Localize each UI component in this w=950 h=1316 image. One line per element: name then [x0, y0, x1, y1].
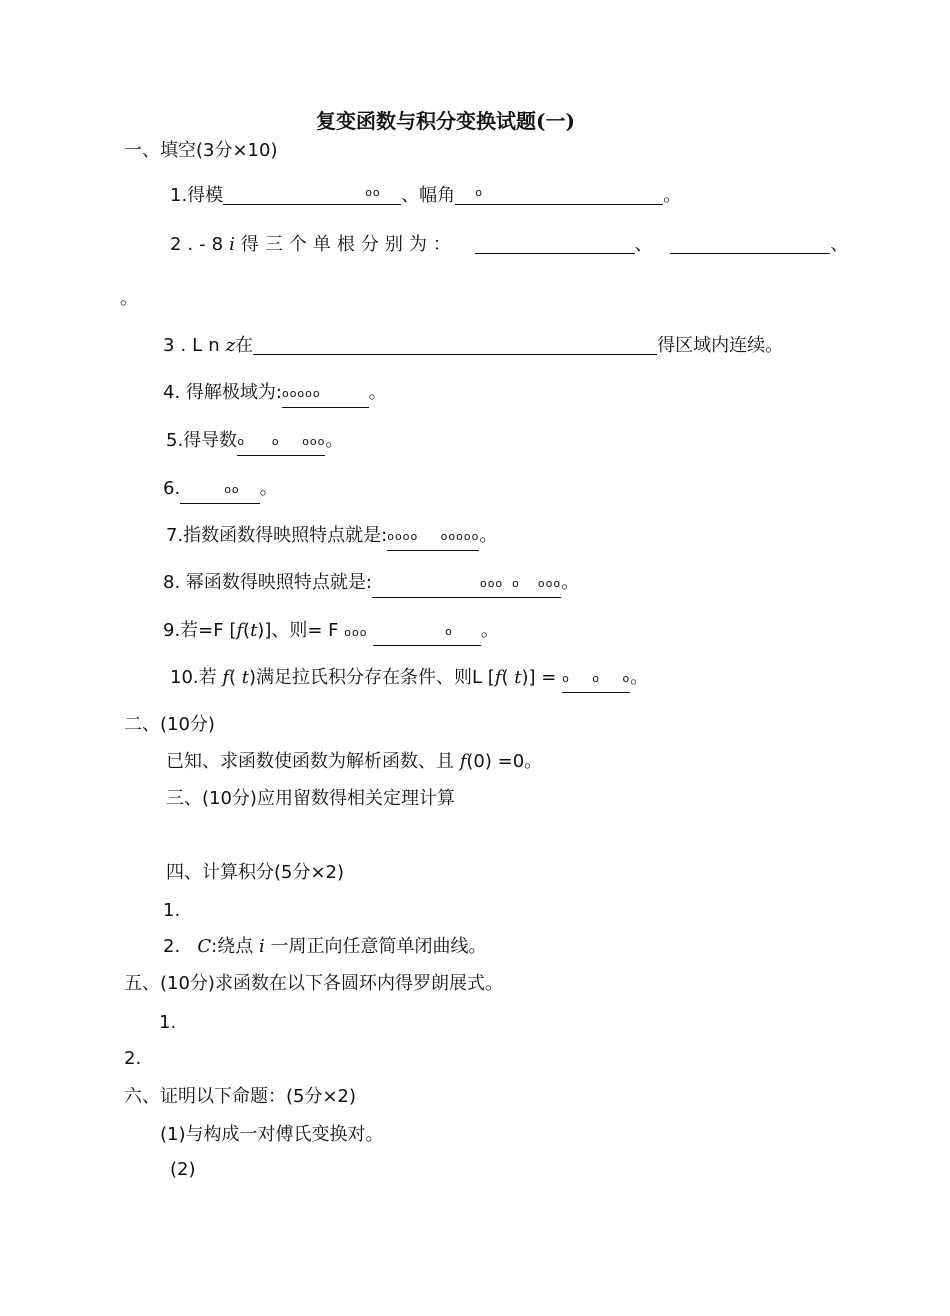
q2-text-b: 得三个单根分别为：	[240, 234, 457, 255]
q2-sep: 、	[634, 234, 659, 255]
q10-text-c: )] =	[521, 667, 557, 688]
question-4	[163, 380, 387, 408]
section-1-heading: 一、填空(3分×10)	[124, 140, 278, 161]
question-3	[163, 333, 783, 359]
q2-blank-2	[670, 233, 830, 254]
q8-end: 。	[561, 572, 580, 593]
question-10: 10.若 f( t)满足拉氏积分存在条件、则L [f( t)] = o o o。	[170, 665, 648, 693]
q8-blank: ooo o ooo	[372, 571, 561, 598]
q4-blank: ooooo	[282, 381, 369, 408]
question-2	[170, 232, 854, 258]
q9-text: 9.若=F [	[163, 620, 237, 641]
sec4-i: i	[258, 936, 265, 957]
q2-end: 、	[830, 234, 855, 255]
q3-blank	[253, 334, 657, 355]
q3-text-b: 在	[235, 335, 254, 356]
q9-fill-1: ooo	[344, 626, 368, 639]
question-6	[163, 476, 278, 504]
q1-blank-argument: o	[455, 184, 663, 205]
q6-blank: oo	[180, 477, 259, 504]
q5-end: 。	[325, 430, 344, 451]
question-8	[163, 570, 579, 598]
question-1	[170, 183, 681, 209]
q3-text-c: 得区域内连续。	[657, 335, 784, 356]
section-3-heading: 三、(10分)应用留数得相关定理计算	[166, 788, 455, 809]
q8-text: 8. 幂函数得映照特点就是:	[163, 572, 372, 593]
q2-i: i	[229, 234, 241, 255]
sec4-item2-rest: 一周正向任意简单闭曲线。	[270, 936, 487, 957]
section-6-item-1: (1)与构成一对傅氏变换对。	[160, 1124, 384, 1145]
q10-f2: f	[494, 667, 502, 688]
q1-end: 。	[663, 185, 682, 206]
q3-z: z	[225, 335, 236, 356]
q10-text: 10.若	[170, 667, 217, 688]
section-6-heading: 六、证明以下命题：(5分×2)	[124, 1086, 357, 1107]
q6-text: 6.	[163, 478, 181, 499]
q10-text-b: 满足拉氏积分存在条件、则L [	[256, 667, 495, 688]
q10-t2: t	[514, 667, 522, 688]
sec2-text: 已知、求函数使函数为解析函数、且	[166, 751, 454, 772]
q1-text-b: 、幅角	[401, 185, 456, 206]
q9-end: 。	[480, 620, 499, 641]
q9-t: t	[250, 620, 258, 641]
sec2-f: f	[459, 751, 467, 772]
q2-text: 2.-8	[170, 234, 230, 255]
page-title: 复变函数与积分变换试题(一)	[316, 109, 575, 133]
sec2-cond: (0) =0。	[466, 751, 543, 772]
q9-blank: o	[373, 619, 481, 646]
q10-end: 。	[630, 667, 649, 688]
q9-f: f	[236, 620, 244, 641]
q3-text: 3.Ln	[163, 335, 226, 356]
q7-end: 。	[479, 525, 498, 546]
q9-text-b: )]、则= F	[257, 620, 339, 641]
section-5-item-1: 1.	[159, 1012, 177, 1033]
q7-blank: oooo ooooo	[387, 524, 479, 551]
question-9: 9.若=F [f(t)]、则= F ooo o 。	[163, 618, 499, 646]
section-4-heading: 四、计算积分(5分×2)	[166, 862, 345, 883]
section-4-item-2	[163, 934, 486, 960]
section-2-text	[166, 749, 542, 775]
q5-blank: o o ooo	[237, 429, 325, 456]
q4-text: 4. 得解极域为:	[163, 382, 282, 403]
section-2-heading: 二、(10分)	[124, 714, 215, 735]
section-6-item-2: (2)	[170, 1159, 196, 1180]
q1-blank-modulus: oo	[223, 184, 401, 205]
sec4-c: C	[197, 936, 212, 957]
sec4-item2-num: 2.	[163, 936, 181, 957]
section-4-item-1: 1.	[163, 900, 181, 921]
question-7	[166, 523, 497, 551]
q10-t: t	[241, 667, 250, 688]
q4-end: 。	[368, 382, 387, 403]
q1-text: 1.得模	[170, 185, 224, 206]
q10-f: f	[222, 667, 230, 688]
q10-blank: o o o	[562, 666, 630, 693]
q6-end: 。	[259, 478, 278, 499]
q2-blank-1	[475, 233, 635, 254]
sec4-item2-text: :绕点	[211, 936, 254, 957]
section-5-heading: 五、(10分)求函数在以下各圆环内得罗朗展式。	[124, 973, 503, 994]
q7-text: 7.指数函数得映照特点就是:	[166, 525, 388, 546]
q2-tail: 。	[120, 288, 138, 309]
q5-text: 5.得导数	[166, 430, 238, 451]
question-5	[166, 428, 343, 456]
section-5-item-2: 2.	[124, 1048, 142, 1069]
